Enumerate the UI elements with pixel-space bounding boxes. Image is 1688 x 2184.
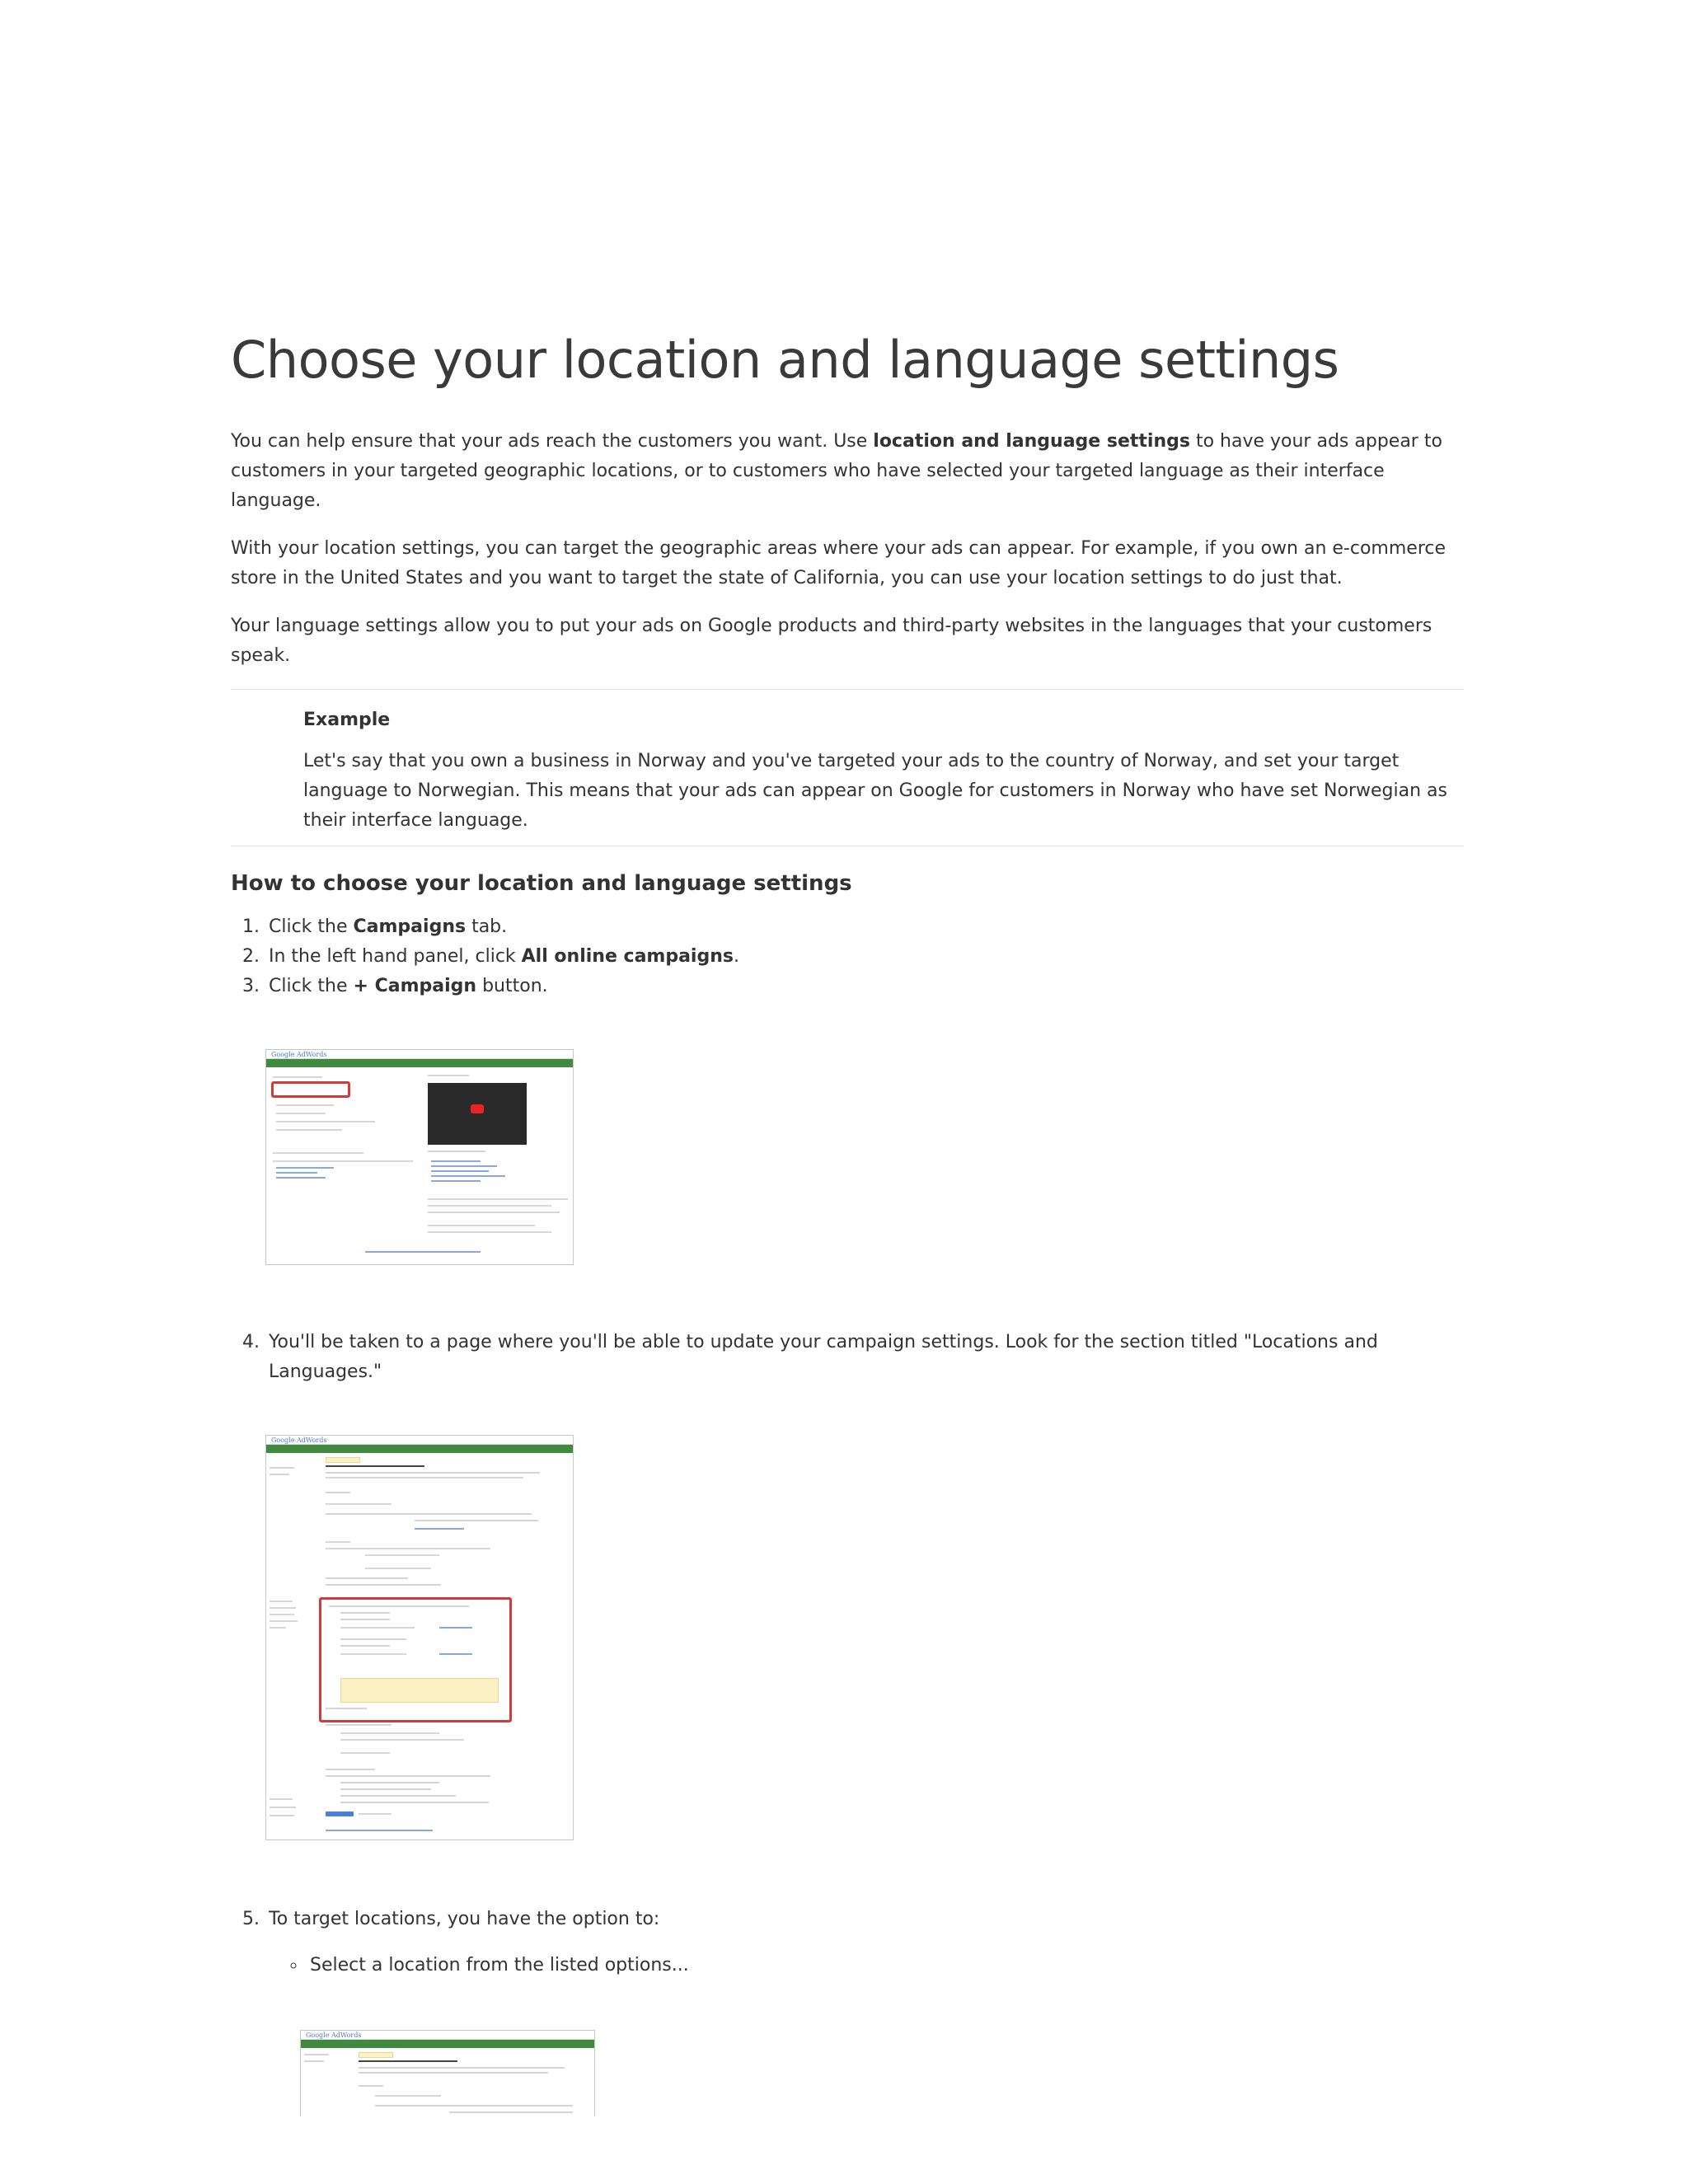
placeholder-line bbox=[326, 1513, 532, 1515]
screenshot-header bbox=[266, 1050, 573, 1059]
placeholder-link bbox=[431, 1175, 505, 1177]
google-adwords-logo: Google AdWords bbox=[271, 1051, 327, 1059]
placeholder-link bbox=[439, 1627, 472, 1629]
placeholder-line bbox=[270, 1474, 289, 1475]
placeholder-line bbox=[270, 1815, 294, 1816]
intro-paragraph-1 bbox=[231, 427, 1464, 516]
placeholder-line bbox=[326, 1769, 375, 1770]
step-bold-text: + Campaign bbox=[353, 976, 477, 997]
placeholder-line bbox=[340, 1782, 439, 1783]
placeholder-line bbox=[365, 1554, 439, 1556]
step-5-options bbox=[269, 1951, 1464, 1980]
step-5 bbox=[265, 1905, 1464, 1980]
placeholder-line bbox=[329, 1605, 469, 1607]
placeholder-line bbox=[273, 1160, 413, 1162]
placeholder-line bbox=[428, 1212, 560, 1213]
step-text: tab. bbox=[466, 916, 508, 938]
placeholder-line bbox=[359, 2060, 457, 2062]
intro-text-continued: to have your ads appear to customers in your targeted geographic locations, or to customers who have selected your targeted language as their interface language. bbox=[231, 431, 1442, 512]
highlight-box bbox=[271, 1081, 350, 1098]
highlight-label bbox=[326, 1457, 360, 1463]
screenshot-nav-bar bbox=[301, 2040, 594, 2048]
step-bold-text: All online campaigns bbox=[521, 946, 734, 968]
placeholder-line bbox=[276, 1129, 342, 1131]
placeholder-line bbox=[375, 2095, 441, 2097]
step-text: button. bbox=[476, 976, 548, 997]
step-text: . bbox=[733, 946, 739, 968]
highlight-label bbox=[359, 2052, 393, 2058]
highlight-box bbox=[319, 1597, 512, 1722]
placeholder-line bbox=[340, 1627, 415, 1629]
placeholder-line bbox=[340, 1752, 390, 1754]
intro-paragraph-3: Your language settings allow you to put your ads on Google products and third-party websites in the languages that your customers speak. bbox=[231, 616, 1432, 667]
step-5-option-1: ◦ Select a location from the listed options... bbox=[307, 1951, 1464, 1980]
intro-bold-text: location and language settings bbox=[873, 431, 1190, 452]
steps-list bbox=[231, 912, 1464, 1001]
placeholder-line bbox=[359, 2085, 383, 2087]
step-text: Click the bbox=[269, 976, 354, 997]
play-icon bbox=[471, 1104, 484, 1113]
placeholder-line bbox=[270, 1614, 294, 1615]
steps-list-continued bbox=[231, 1328, 1464, 1387]
screenshot-nav-bar bbox=[266, 1445, 573, 1453]
placeholder-line bbox=[326, 1503, 392, 1505]
placeholder-line bbox=[428, 1231, 551, 1233]
placeholder-line bbox=[326, 1775, 490, 1777]
step-text: In the left hand panel, click bbox=[269, 946, 522, 968]
placeholder-line bbox=[359, 1813, 392, 1815]
placeholder-line bbox=[326, 1492, 350, 1493]
placeholder-link bbox=[276, 1167, 334, 1169]
placeholder-line bbox=[415, 1520, 538, 1521]
placeholder-link bbox=[439, 1653, 472, 1655]
step-4: 4. You'll be taken to a page where you'll be able to update your campaign settings. Look for the section titled "Locations and Languages." bbox=[265, 1328, 1464, 1387]
placeholder-line bbox=[326, 1584, 441, 1586]
screenshot-header bbox=[301, 2031, 594, 2040]
placeholder-line bbox=[428, 1225, 535, 1226]
language-info-box bbox=[340, 1678, 499, 1703]
placeholder-line bbox=[340, 1638, 406, 1640]
placeholder-line bbox=[359, 2072, 548, 2074]
step-text: Click the bbox=[269, 916, 354, 938]
placeholder-line bbox=[326, 1472, 540, 1474]
screenshot-welcome-adwords bbox=[265, 1049, 574, 1265]
placeholder-line bbox=[340, 1612, 390, 1614]
placeholder-line bbox=[326, 1541, 350, 1543]
placeholder-line bbox=[270, 1798, 293, 1800]
article bbox=[231, 330, 1464, 2116]
placeholder-line bbox=[428, 1205, 551, 1207]
placeholder-link bbox=[276, 1172, 317, 1174]
placeholder-line bbox=[340, 1739, 464, 1741]
placeholder-line bbox=[326, 1477, 523, 1479]
placeholder-line bbox=[340, 1619, 390, 1620]
example-title: Example bbox=[303, 710, 391, 731]
example-box bbox=[231, 689, 1464, 846]
save-button bbox=[326, 1811, 354, 1816]
placeholder-line bbox=[340, 1788, 431, 1790]
steps-list-continued-2 bbox=[231, 1905, 1464, 1980]
screenshot-location-options bbox=[300, 2030, 595, 2116]
google-adwords-logo: Google AdWords bbox=[306, 2032, 362, 2040]
video-thumbnail bbox=[428, 1083, 527, 1145]
placeholder-link bbox=[365, 1251, 481, 1253]
screenshot-nav-bar bbox=[266, 1059, 573, 1067]
step-5-text: To target locations, you have the option to: bbox=[269, 1909, 660, 1930]
placeholder-line bbox=[270, 1601, 293, 1602]
placeholder-link bbox=[415, 1528, 464, 1530]
placeholder-link bbox=[431, 1170, 489, 1172]
placeholder-line bbox=[273, 1152, 363, 1154]
placeholder-line bbox=[304, 2060, 324, 2062]
intro-text: You can help ensure that your ads reach the customers you want. Use bbox=[231, 431, 874, 452]
placeholder-line bbox=[428, 1198, 568, 1200]
placeholder-line bbox=[326, 1548, 490, 1549]
page-title: Choose your location and language settings bbox=[231, 330, 1339, 390]
placeholder-line bbox=[276, 1121, 375, 1122]
placeholder-line bbox=[326, 1708, 367, 1709]
placeholder-line bbox=[304, 2054, 329, 2055]
placeholder-line bbox=[428, 1075, 469, 1076]
step-2 bbox=[265, 942, 1464, 972]
placeholder-line bbox=[375, 2105, 573, 2107]
placeholder-line bbox=[359, 2067, 565, 2069]
placeholder-line bbox=[270, 1607, 296, 1609]
screenshot-header bbox=[266, 1436, 573, 1445]
screenshot-campaign-settings bbox=[265, 1435, 574, 1840]
placeholder-link bbox=[326, 1830, 433, 1831]
placeholder-line bbox=[340, 1802, 489, 1803]
placeholder-line bbox=[449, 2111, 573, 2113]
placeholder-line bbox=[273, 1076, 322, 1078]
placeholder-link bbox=[276, 1177, 326, 1179]
placeholder-line bbox=[276, 1104, 334, 1106]
placeholder-line bbox=[276, 1113, 326, 1114]
placeholder-link bbox=[431, 1180, 481, 1182]
placeholder-line bbox=[340, 1653, 406, 1655]
placeholder-line bbox=[340, 1732, 439, 1734]
placeholder-line bbox=[326, 1577, 408, 1579]
example-text: Let's say that you own a business in Norway and you've targeted your ads to the country of Norway, and set your target language to Norwegian. This means that your ads can appear on Google for customers in Norway who have set Norwegian as their interface language. bbox=[303, 751, 1447, 832]
placeholder-line bbox=[270, 1807, 296, 1808]
placeholder-link bbox=[431, 1160, 481, 1162]
howto-heading: How to choose your location and language settings bbox=[231, 871, 852, 897]
step-3 bbox=[265, 972, 1464, 1001]
placeholder-line bbox=[428, 1151, 485, 1152]
placeholder-line bbox=[270, 1627, 286, 1629]
placeholder-link bbox=[431, 1165, 497, 1167]
placeholder-line bbox=[365, 1568, 431, 1569]
placeholder-line bbox=[270, 1620, 298, 1622]
google-adwords-logo: Google AdWords bbox=[271, 1436, 327, 1445]
placeholder-line bbox=[270, 1467, 294, 1469]
step-1 bbox=[265, 912, 1464, 942]
intro-paragraph-2: With your location settings, you can target the geographic areas where your ads can appear. For example, if you own an e-commerce store in the United States and you want to target the state of California, you can use your location settings to do just that. bbox=[231, 538, 1447, 589]
placeholder-line bbox=[326, 1465, 424, 1467]
placeholder-line bbox=[340, 1645, 390, 1647]
step-bold-text: Campaigns bbox=[353, 916, 467, 938]
placeholder-line bbox=[326, 1724, 392, 1726]
placeholder-line bbox=[340, 1795, 456, 1797]
